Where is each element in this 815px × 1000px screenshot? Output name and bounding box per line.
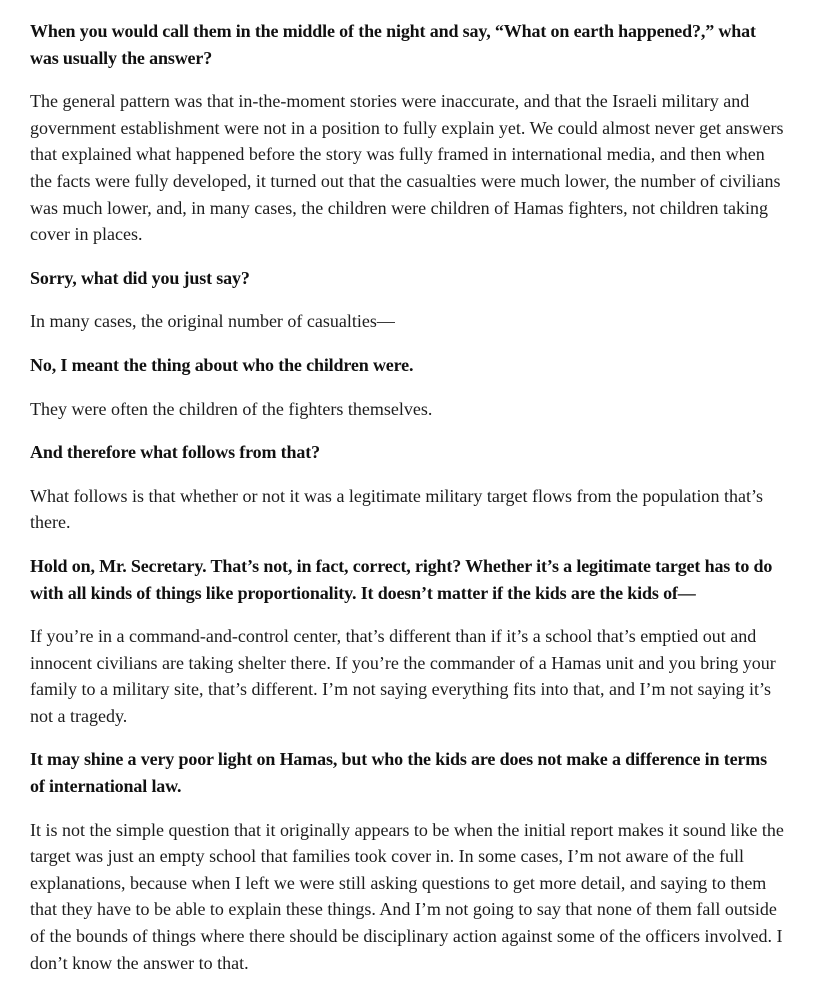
interviewee-answer: In many cases, the original number of casualties— [30, 311, 395, 332]
interviewer-question: No, I meant the thing about who the children were. [30, 354, 414, 375]
interviewer-question: When you would call them in the middle of the night and say, “What on earth happened?,” what was usually the answer? [30, 21, 756, 68]
interviewee-answer: It is not the simple question that it originally appears to be when the initial report makes it sound like the target was just an empty school that families took cover in. In some cases, I’m not aware of the full explanations, because when I left we were still asking questions to get more detail, and saying to them that they have to be able to explain these things. And I’m not going to say that none of them fall outside of the bounds of things where there should be disciplinary action against some of the officers involved. I don’t know the answer to that. [30, 819, 784, 973]
interviewer-question: It may shine a very poor light on Hamas, but who the kids are does not make a difference in terms of international law. [30, 749, 767, 797]
interviewer-question: Sorry, what did you just say? [30, 267, 250, 288]
interviewer-question: Hold on, Mr. Secretary. That’s not, in fact, correct, right? Whether it’s a legitimate target has to do with all kinds of things like proportionality. It doesn’t matter if the kids are the kids of— [30, 555, 773, 603]
interviewee-answer: If you’re in a command-and-control center, that’s different than if it’s a school that’s emptied out and innocent civilians are taking shelter there. If you’re the commander of a Hamas unit and you bring your family to a military site, that’s different. I’m not saying everything fits into that, and I’m not saying it’s not a tragedy. [30, 626, 776, 726]
interviewee-answer: They were often the children of the fighters themselves. [30, 398, 433, 419]
interviewee-answer: The general pattern was that in-the-moment stories were inaccurate, and that the Israeli military and government establishment were not in a position to fully explain yet. We could almost never get answers that explained what happened before the story was fully framed in international media, and then when the facts were fully developed, it turned out that the casualties were much lower, the number of civilians was much lower, and, in many cases, the children were children of Hamas fighters, not children taking cover in places. [30, 91, 784, 245]
interviewer-question: And therefore what follows from that? [30, 442, 320, 463]
interviewee-answer: What follows is that whether or not it was a legitimate military target flows from the population that’s there. [30, 485, 764, 533]
